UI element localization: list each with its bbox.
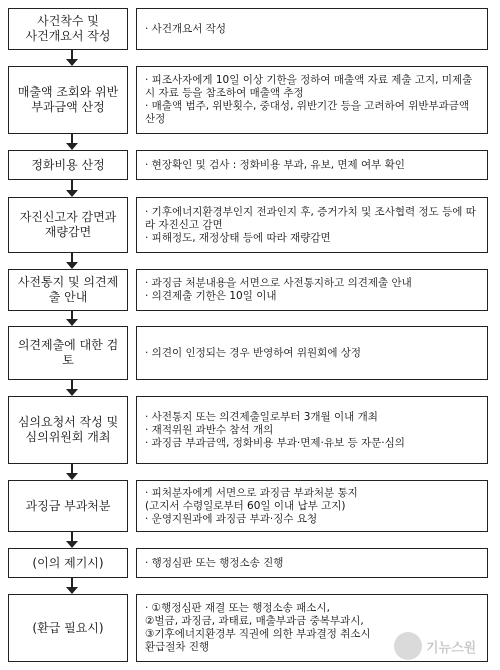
step-7-detail-item: · 사전통지 또는 의견제출일로부터 3개월 이내 개최 <box>145 410 378 423</box>
step-8-label: 과징금 부과처분 <box>8 480 128 532</box>
step-5-detail-item: · 의견제출 기한은 10일 이내 <box>145 290 277 302</box>
step-2-details <box>136 66 488 134</box>
arrow-down-icon <box>66 143 78 150</box>
step-4-detail-item: · 기후에너지환경부인지 전과인지 후, 증거가치 및 조사협력 정도 등에 따라 자진신고 감면 <box>145 205 476 231</box>
arrow-down-icon <box>66 587 78 594</box>
flow-arrow-shaft <box>71 578 73 587</box>
step-4-detail-item: · 피해정도, 재정상태 등에 따라 재량감면 <box>145 231 331 244</box>
arrow-down-icon <box>66 319 78 326</box>
step-5-label: 사전통지 및 의견제 출 안내 <box>8 269 128 311</box>
watermark-logo <box>394 628 494 664</box>
step-4-details <box>136 197 488 253</box>
arrow-down-icon <box>66 59 78 66</box>
step-9-label: (이의 제기시) <box>8 548 128 578</box>
flow-arrow-shaft <box>71 464 73 473</box>
step-9-detail-item: · 행정심판 또는 행정소송 진행 <box>145 556 284 569</box>
step-8-details <box>136 480 488 532</box>
step-10-label: (환급 필요시) <box>8 594 128 662</box>
watermark-text: 기뉴스원 <box>426 640 477 656</box>
flow-arrow-shaft <box>71 253 73 262</box>
step-3-label: 정화비용 산정 <box>8 150 128 180</box>
arrow-down-icon <box>66 190 78 197</box>
step-5-detail-item: · 과징금 처분내용을 서면으로 사전통지하고 의견제출 안내 <box>145 277 412 289</box>
step-3-details <box>136 150 488 180</box>
step-2-detail-item: · 매출액 범주, 위반횟수, 중대성, 위반기간 등을 고려하여 위반부과금액 산정 <box>145 100 470 125</box>
step-1-details <box>136 8 488 50</box>
step-3-detail-item: · 현장확인 및 검사 : 정화비용 부과, 유보, 면제 여부 확인 <box>145 158 405 171</box>
step-8-detail-item: · 운영지원과에 과징금 부과·징수 요청 <box>145 512 318 525</box>
flow-arrow-shaft <box>71 311 73 319</box>
watermark-emblem-icon <box>394 632 422 660</box>
arrow-down-icon <box>66 541 78 548</box>
step-10-detail-item: · ①행정심판 재결 또는 행정소송 패소시, ②벌금, 과징금, 과태료, 매출부과금 중복부과시, ③기후에너지환경부 직권에 의한 부과결정 취소시 환급절차 진행 <box>145 602 371 653</box>
step-6-detail-item: · 의견이 인정되는 경우 반영하여 위원회에 상정 <box>145 346 362 359</box>
arrow-down-icon <box>66 473 78 480</box>
step-7-label: 심의요청서 작성 및 심의위원회 개최 <box>8 396 128 464</box>
step-9-details <box>136 548 488 578</box>
step-7-detail-item: · 과징금 부과금액, 정화비용 부과·면제·유보 등 자문·심의 <box>145 436 405 449</box>
step-1-detail-item: · 사건개요서 작성 <box>145 22 227 35</box>
flow-arrow-shaft <box>71 532 73 541</box>
step-6-label: 의견제출에 대한 검 토 <box>8 326 128 380</box>
arrow-down-icon <box>66 262 78 269</box>
step-5-details <box>136 269 488 311</box>
step-2-label: 매출액 조회와 위반 부과금액 산정 <box>8 66 128 134</box>
step-4-label: 자진신고자 감면과 재량감면 <box>8 197 128 253</box>
step-2-detail-item: · 피조사자에게 10일 이상 기한을 정하여 매출액 자료 제출 고지, 미제출시 자료 등을 참조하여 매출액 추정 <box>145 74 473 99</box>
step-8-detail-item: · 피처분자에게 서면으로 과징금 부과처분 통지 (고지서 수령일로부터 60일 이내 납부 고지) <box>145 486 358 512</box>
arrow-down-icon <box>66 389 78 396</box>
flow-arrow-shaft <box>71 50 73 59</box>
flow-arrow-shaft <box>71 134 73 143</box>
step-7-detail-item: · 재적위원 과반수 참석 개의 <box>145 423 274 436</box>
step-6-details <box>136 326 488 380</box>
flow-arrow-shaft <box>71 180 73 190</box>
step-1-label: 사건착수 및 사건개요서 작성 <box>8 8 128 50</box>
step-7-details <box>136 396 488 464</box>
flow-arrow-shaft <box>71 380 73 389</box>
